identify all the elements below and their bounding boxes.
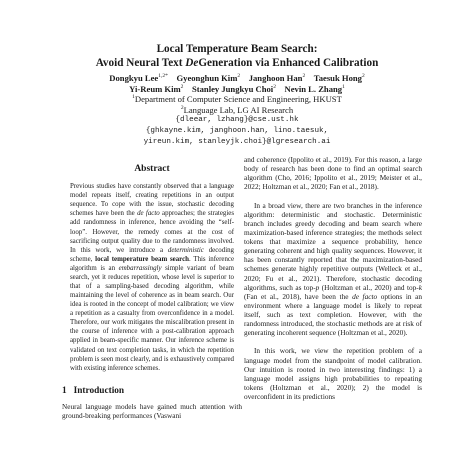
author-block [0, 73, 474, 147]
abstract-body [70, 182, 234, 373]
author-name: Stanley Jungkyu Choi [191, 83, 274, 94]
abstract-text: approaches; the strategies add randomness in inference, hence avoiding the “self-loop”. However, the remedy comes at the cost of sacrificing output quality due to the randomness involved. In this work, we introduce a [70, 210, 234, 254]
body-paragraph-1: and coherence (Ippolito et al., 2019). For this reason, a large body of research has been done to find an optimal search algorithm (Cho, 2016; Ippolito et al., 2019; Meister et al., 2022; Holtzman et al., 2020; Fan et al., 2018). [244, 155, 422, 192]
abstract-bold: local temperature beam search [95, 255, 189, 263]
section-number: 1 [62, 385, 67, 396]
abstract-italic: de facto [137, 210, 160, 218]
author-name: Taesuk Hong [313, 73, 362, 83]
author-sup: 2 [361, 73, 365, 80]
author-email: {dleear, lzhang}@cse.ust.hk [175, 116, 299, 125]
abstract-heading: Abstract [134, 164, 170, 174]
abstract-text: simple variant of beam search, yet it reduces repetition, whose level is superior to that of a sampling-based decoding algorithm, while maintaining the level of coherence as in beam search. Our idea is rooted in the concept of model calibration; we view a repetition as a casualty from overconfidence in a model. Therefore, our work mitigates the miscalibration present in the course of inference with a post-calibration approach applied in beam-specific manner. Our inference scheme is validated on text completion tasks, in which the repetition problem is seen most clearly, and is exhaustively compared with existing inference schemes. [70, 264, 235, 372]
body-italic: de facto [352, 291, 378, 301]
body-text: options in an environment where a language model is likely to repeat itself, such as text completion. However, with the randomness introduced, the stochastic methods are at risk of generating incoherent sequence (Holtzman et al., 2020). [244, 291, 422, 338]
abstract-italic: embarrassingly [118, 264, 162, 272]
body-paragraph-3: In this work, we view the repetition problem of a language model from the standpoint of model calibration. Our intuition is rooted in two interesting findings: 1) a language model assigns high probabilities to repeating tokens (Holtzman et al., 2020); 2) the model is overconfident in its predictions [244, 346, 422, 401]
affiliation-sup: 2 [180, 104, 184, 111]
author-line-2 [0, 84, 474, 95]
affiliation-text: Department of Computer Science and Engineering, HKUST [134, 94, 342, 105]
paper-title-line2 [0, 56, 474, 70]
author-name: Yi-Reum Kim [129, 83, 181, 94]
author-sup: 1,2* [158, 73, 168, 80]
abstract-text: . This inference algorithm is an [70, 255, 235, 272]
title-text: Avoid Neural Text [95, 57, 186, 69]
body-text: In a broad view, there are two branches in the inference algorithm: deterministic and stochastic. Deterministic branch includes greedy decoding and beam search where maximization-based inference strategies; the methods select tokens that maximize a sequence probability, hence generating coherent and high quality sequences. However, it has been constantly reported that the maximization-based schemes generate highly repetitive outputs (Welleck et al., 2020; Fu et al., 2021). Therefore, stochastic decoding algorithms, such as top- [244, 200, 422, 292]
author-name: Nevin L. Zhang [284, 83, 343, 94]
intro-paragraph: Neural language models have gained much attention with ground-breaking performances (Vaswani [62, 401, 242, 421]
right-column [244, 155, 422, 401]
author-sup: 2 [273, 83, 276, 90]
affiliation-2 [0, 105, 474, 116]
author-name: Dongkyu Lee [109, 73, 159, 83]
paper-title-line1: Local Temperature Beam Search: [156, 43, 318, 55]
author-sup: 2 [302, 73, 306, 80]
author-name: Gyeonghun Kim [176, 73, 238, 83]
title-text: Generation via Enhanced Calibration [198, 57, 379, 69]
body-text: (Fan et al., 2018), have been the [244, 291, 353, 301]
body-italic: k [418, 282, 422, 292]
affiliation-1 [0, 94, 474, 105]
abstract-text: decoding scheme, [70, 246, 234, 263]
section-title: Introduction [73, 385, 125, 396]
title-emphasis: De [185, 57, 199, 69]
body-text: (Holtzman et al., 2020) and top- [319, 282, 419, 292]
author-name: Janghoon Han [248, 73, 303, 83]
left-column [62, 165, 242, 420]
abstract-text: Previous studies have constantly observed that a language model repeats itself, creating repetitions in an output sequence. To cope with the issue, stochastic decoding schemes have been the [70, 183, 234, 218]
affiliation-text: Language Lab, LG AI Research [183, 104, 294, 115]
author-email: {ghkayne.kim, janghoon.han, lino.taesuk, [145, 126, 329, 135]
author-sup: 2 [180, 83, 184, 90]
author-sup: 2 [237, 73, 241, 80]
abstract-italic: deterministic [167, 246, 204, 254]
paper-title [0, 42, 474, 70]
author-line-1 [0, 73, 474, 84]
author-sup: 1 [342, 83, 345, 90]
author-email: yireun.kim, stanleyjk.choi}@lgresearch.ai [143, 137, 331, 146]
body-italic: p [315, 282, 320, 292]
section-heading-introduction [62, 387, 242, 396]
body-paragraph-2 [244, 201, 422, 338]
affiliation-sup: 1 [132, 94, 135, 101]
